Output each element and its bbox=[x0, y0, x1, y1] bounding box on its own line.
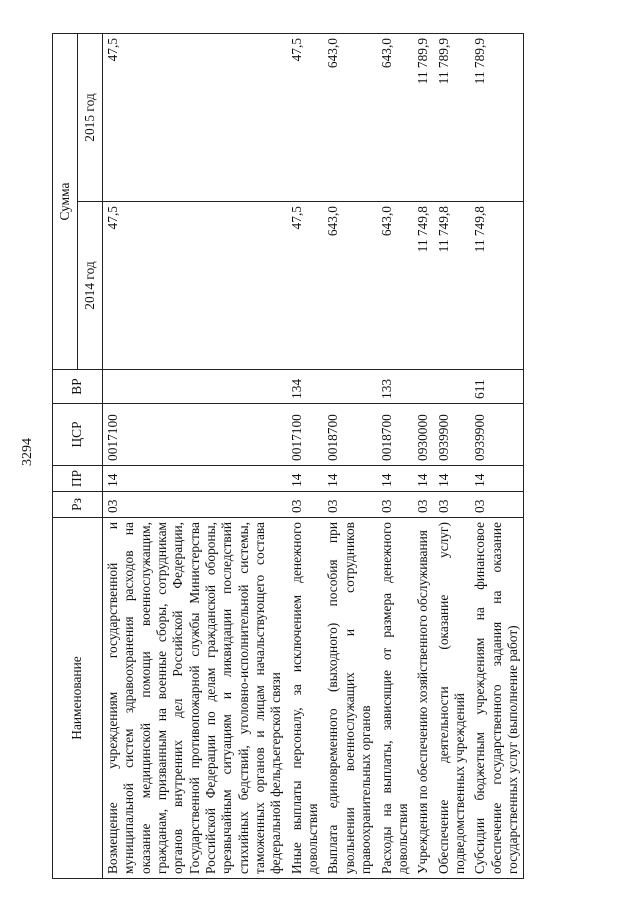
row-pr: 14 bbox=[323, 466, 376, 492]
row-vr bbox=[323, 370, 376, 404]
row-csr: 0018700 bbox=[323, 404, 376, 466]
header-rz: Рз bbox=[53, 492, 103, 518]
row-pr: 14 bbox=[377, 466, 414, 492]
row-csr: 0017100 bbox=[287, 404, 324, 466]
row-vr bbox=[434, 370, 471, 404]
rotated-sheet bbox=[52, 34, 608, 879]
row-vr bbox=[103, 370, 287, 404]
header-csr: ЦСР bbox=[53, 404, 103, 466]
header-year-2014: 2014 год bbox=[78, 202, 103, 370]
row-name: Обеспечение деятельности (оказание услуг) подведомственных учреждений bbox=[434, 518, 471, 879]
row-sum-2014: 11 749,8 bbox=[434, 202, 471, 370]
row-rz: 03 bbox=[413, 492, 433, 518]
table-row bbox=[323, 33, 376, 878]
row-name: Возмещение учреждениям государственной и муниципальной систем здравоохранения расходов на оказание медицинской помощи военнослужащим, гражданам, призванным на военные сборы, сотрудникам органов внутренних дел Российской Федерации, Государственной противопожарной службы Министерства Российской Федерации по делам гражданской обороны, чрезвычайным ситуациям и ликвидации последствий стихийных бедствий, уголовно-исполнительной системы, таможенных органов и лицам начальствующего состава федеральной фельдъегерской связи bbox=[103, 518, 287, 879]
header-sum: Сумма bbox=[53, 33, 78, 369]
header-pr: ПР bbox=[53, 466, 103, 492]
row-sum-2014: 47,5 bbox=[287, 202, 324, 370]
row-csr: 0939900 bbox=[434, 404, 471, 466]
row-pr: 14 bbox=[287, 466, 324, 492]
page-number: 3294 bbox=[20, 438, 35, 466]
row-pr: 14 bbox=[413, 466, 433, 492]
header-year-2015: 2015 год bbox=[78, 33, 103, 201]
row-vr bbox=[413, 370, 433, 404]
row-vr: 133 bbox=[377, 370, 414, 404]
row-sum-2014: 11 749,8 bbox=[413, 202, 433, 370]
row-vr: 611 bbox=[470, 370, 524, 404]
row-name: Иные выплаты персоналу, за исключением денежного довольствия bbox=[287, 518, 324, 879]
row-sum-2015: 11 789,9 bbox=[413, 33, 433, 201]
row-sum-2015: 11 789,9 bbox=[470, 33, 524, 201]
row-sum-2014: 11 749,8 bbox=[470, 202, 524, 370]
row-rz: 03 bbox=[287, 492, 324, 518]
row-pr: 14 bbox=[434, 466, 471, 492]
table-row bbox=[413, 33, 433, 878]
header-name: Наименование bbox=[53, 518, 103, 879]
row-sum-2014: 47,5 bbox=[103, 202, 287, 370]
row-name: Учреждения по обеспечению хозяйственного обслуживания bbox=[413, 518, 433, 879]
row-rz: 03 bbox=[323, 492, 376, 518]
row-name: Субсидии бюджетным учреждениям на финансовое обеспечение государственного задания на оказание государственных услуг (выполнение работ) bbox=[470, 518, 524, 879]
row-name: Выплата единовременного (выходного) пособия при увольнении военнослужащих и сотрудников правоохранительных органов bbox=[323, 518, 376, 879]
row-sum-2014: 643,0 bbox=[377, 202, 414, 370]
row-rz: 03 bbox=[103, 492, 287, 518]
row-sum-2014: 643,0 bbox=[323, 202, 376, 370]
table-row bbox=[377, 33, 414, 878]
row-sum-2015: 47,5 bbox=[103, 33, 287, 201]
row-csr: 0930000 bbox=[413, 404, 433, 466]
row-sum-2015: 47,5 bbox=[287, 33, 324, 201]
table-row bbox=[103, 33, 287, 878]
row-csr: 0939900 bbox=[470, 404, 524, 466]
row-rz: 03 bbox=[470, 492, 524, 518]
row-name: Расходы на выплаты, зависящие от размера денежного довольствия bbox=[377, 518, 414, 879]
table-row bbox=[434, 33, 471, 878]
row-pr: 14 bbox=[103, 466, 287, 492]
row-rz: 03 bbox=[434, 492, 471, 518]
row-sum-2015: 643,0 bbox=[377, 33, 414, 201]
table-row bbox=[470, 33, 524, 878]
row-sum-2015: 643,0 bbox=[323, 33, 376, 201]
budget-table bbox=[52, 33, 524, 879]
table-row bbox=[287, 33, 324, 878]
row-pr: 14 bbox=[470, 466, 524, 492]
row-csr: 0017100 bbox=[103, 404, 287, 466]
header-vr: ВР bbox=[53, 370, 103, 404]
row-sum-2015: 11 789,9 bbox=[434, 33, 471, 201]
table-body bbox=[103, 33, 524, 878]
row-csr: 0018700 bbox=[377, 404, 414, 466]
row-vr: 134 bbox=[287, 370, 324, 404]
row-rz: 03 bbox=[377, 492, 414, 518]
